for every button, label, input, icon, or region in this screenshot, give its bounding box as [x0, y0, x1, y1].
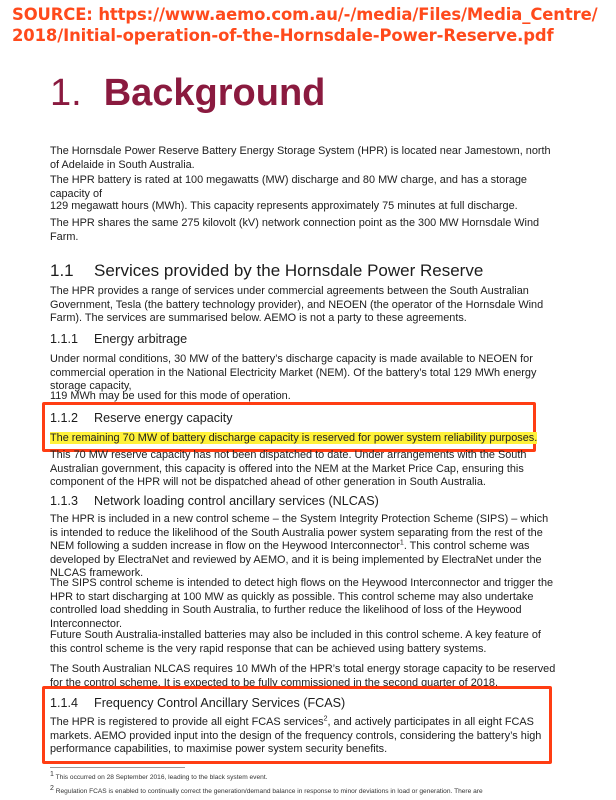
section-1-1-3-paragraph-1: [50, 513, 556, 581]
source-line-1: SOURCE: https://www.aemo.com.au/-/media/Files/Media_Centre/: [12, 5, 598, 24]
intro-paragraph-4: The HPR shares the same 275 kilovolt (kV) network connection point as the 300 MW Hornsdale Wind Farm.: [50, 217, 540, 243]
section-title: Energy arbitrage: [94, 332, 188, 346]
footnote-ref-2[interactable]: 2: [323, 715, 328, 723]
section-1-1-1-body-2: 119 MWh may be used for this mode of operation.: [50, 390, 291, 402]
text-run: The HPR is registered to provide all eight FCAS services: [50, 716, 324, 728]
section-title: Frequency Control Ancillary Services (FCAS): [94, 696, 346, 710]
footnote-text: Regulation FCAS is enabled to continually correct the generation/demand balance in response to minor deviations in load or generation. There are: [55, 788, 483, 795]
section-1-1-3-paragraph-3: Future South Australia-installed batteries may also be included in this control scheme. A key feature of this control scheme is the very rapid response that can be achieved using battery systems.: [50, 629, 541, 655]
source-line-2: 2018/Initial-operation-of-the-Hornsdale-Power-Reserve.pdf: [12, 26, 554, 45]
section-1-1-1-body: Under normal conditions, 30 MW of the battery’s discharge capacity is made available to NEOEN for commercial operation in the National Electricity Market (NEM). Of the battery’s total 129 MWh energy storage capacity,: [50, 353, 537, 393]
heading-number: 1.: [50, 72, 82, 114]
footnote-number: 2: [50, 784, 54, 792]
section-title: Network loading control ancillary services (NLCAS): [94, 494, 379, 508]
text-run: The HPR is included in a new control scheme – the System Integrity Protection Scheme (SIPS) – which is intended to reduce the likelihood of the South Australia power system separating from the rest of the NEM following a sudden increase in flow on the Heywood Interconnector: [50, 513, 549, 553]
text-run: . This control scheme was developed by ElectraNet and reviewed by AEMO, and it is being implemented by ElectraNet under the NLCAS framework.: [50, 540, 542, 580]
section-number: 1.1.3: [50, 494, 79, 508]
section-number: 1.1: [50, 261, 74, 280]
footnote-text: This occurred on 28 September 2016, leading to the black system event.: [55, 774, 268, 781]
footnote-ref-1[interactable]: 1: [399, 539, 404, 547]
footnote-2: [50, 784, 483, 796]
section-1-1-body: The HPR provides a range of services under commercial agreements between the South Australian Government, Tesla (the battery technology provider), and NEOEN (the operator of the Hornsdale Wind Farm). The services are summarised below. AEMO is not a party to these agreements.: [50, 285, 544, 325]
section-1-1-2-highlight: [50, 432, 570, 446]
section-1-1-2-body: This 70 MW reserve capacity has not been dispatched to date. Under arrangements with the South Australian government, this capacity is offered into the NEM at the Market Price Cap, ensuring this component of the HPR will not be dispatched ahead of other generation in South Australia.: [50, 449, 527, 489]
intro-paragraph-2: The HPR battery is rated at 100 megawatts (MW) discharge and 80 MW charge, and has a storage capacity of: [50, 174, 527, 200]
section-number: 1.1.4: [50, 696, 79, 710]
section-1-1-2-heading: [50, 410, 233, 426]
section-1-1-1-heading: [50, 331, 187, 347]
section-1-1-3-heading: [50, 493, 379, 509]
section-1-1-4-paragraph-1: [50, 716, 556, 757]
intro-paragraph-3: 129 megawatt hours (MWh). This capacity represents approximately 75 minutes at full discharge.: [50, 200, 518, 212]
heading-title: Background: [103, 72, 326, 114]
section-number: 1.1.2: [50, 411, 79, 425]
section-1-1-3-paragraph-4: The South Australian NLCAS requires 10 MWh of the HPR’s total energy storage capacity to be reserved for the control scheme. It is expected to be fully commissioned in the second quarter of 2018.: [50, 663, 556, 689]
section-1-1-heading: [50, 261, 483, 281]
footnote-1: [50, 770, 268, 782]
footnote-divider: [50, 767, 185, 768]
section-title: Services provided by the Hornsdale Power Reserve: [94, 261, 484, 280]
page-heading: [50, 70, 325, 116]
section-number: 1.1.1: [50, 332, 79, 346]
text-run: , and actively participates in all eight FCAS markets. AEMO provided input into the design of the frequency controls, considering the battery’s high performance capabilities, to maximise power system security benefits.: [50, 716, 542, 756]
highlighted-text: The remaining 70 MW of battery discharge capacity is reserved for power system reliability purposes.: [50, 432, 538, 444]
section-1-1-3-paragraph-2: The SIPS control scheme is intended to detect high flows on the Heywood Interconnector and trigger the HPR to start discharging at 100 MW as quickly as possible. This control scheme may also undertake controlled load shedding in South Australia, to further reduce the likelihood of loss of the Heywood Interconnector.: [50, 577, 554, 630]
section-1-1-4-heading: [50, 695, 345, 711]
footnote-number: 1: [50, 770, 54, 778]
section-title: Reserve energy capacity: [94, 411, 233, 425]
source-banner: [12, 4, 610, 46]
intro-paragraph-1: The Hornsdale Power Reserve Battery Energy Storage System (HPR) is located near Jamestown, north of Adelaide in South Australia.: [50, 145, 551, 171]
